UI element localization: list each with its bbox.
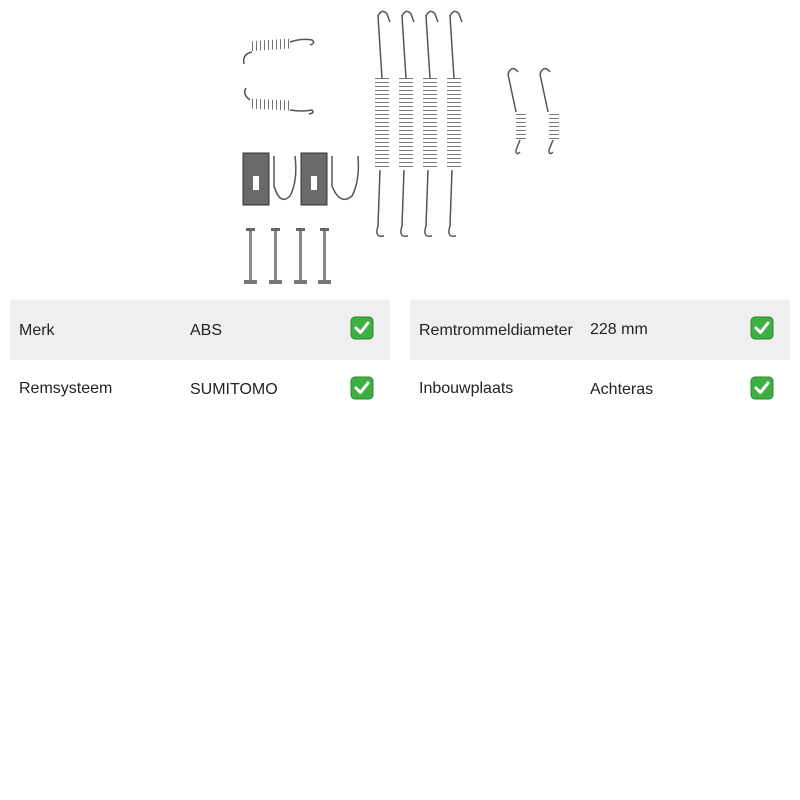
spec-value-remsysteem: SUMITOMO [190,381,278,398]
spec-row [10,360,390,420]
check-mark-icon [350,376,374,400]
short-springs [508,68,559,153]
spec-table-right [410,300,790,420]
spec-row [10,300,390,360]
spec-label-remtrommeldiameter: Remtrommeldiameter [419,322,573,339]
spec-value-inbouwplaats: Achteras [590,381,654,398]
spec-label-merk: Merk [19,322,55,339]
spec-row [410,360,790,420]
spec-table-left [10,300,390,420]
horizontal-spring-bottom [245,88,313,114]
retaining-clips [243,153,358,205]
horizontal-spring-top [244,39,314,64]
spec-label-inbouwplaats: Inbouwplaats [419,380,514,397]
check-mark-icon [750,316,774,340]
check-mark-icon [750,376,774,400]
product-image [240,6,570,286]
spec-row [410,300,790,360]
long-return-springs [375,11,462,236]
hold-down-pins [244,228,331,284]
spec-value-merk: ABS [190,322,223,339]
spec-label-remsysteem: Remsysteem [19,380,113,397]
check-mark-icon [350,316,374,340]
spec-value-remtrommeldiameter: 228 mm [590,321,648,338]
